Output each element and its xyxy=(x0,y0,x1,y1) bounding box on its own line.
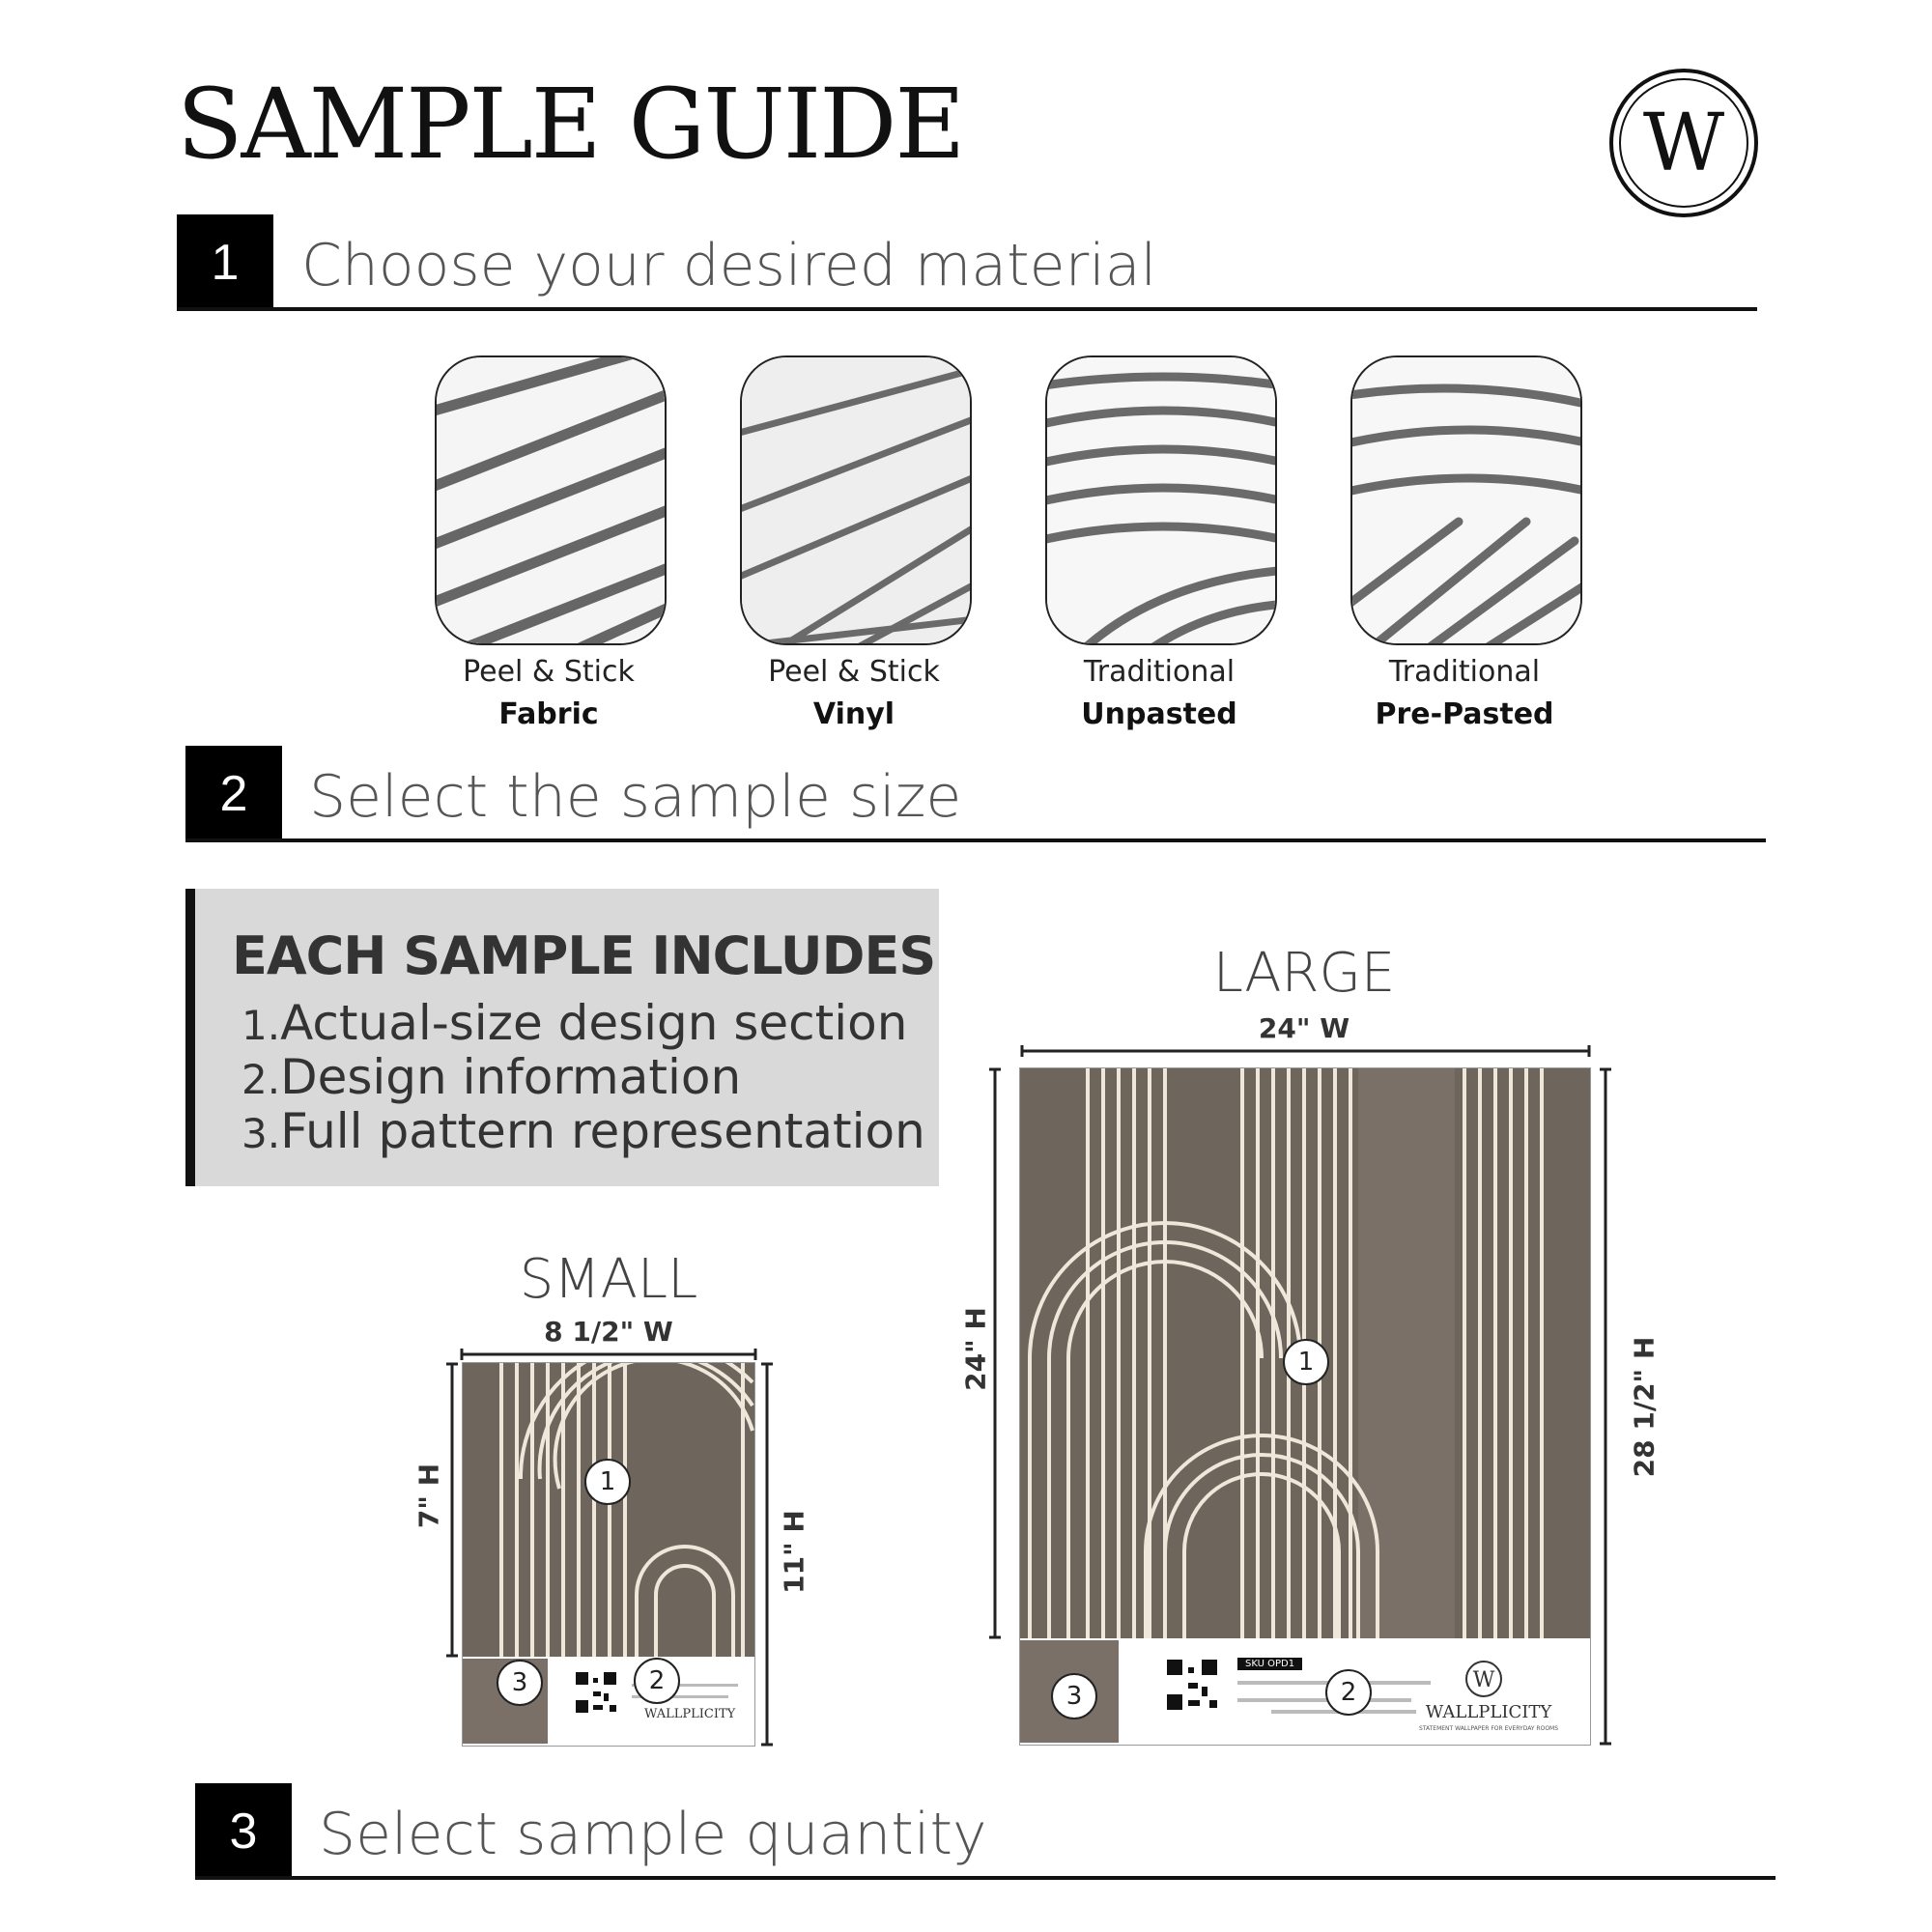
svg-text:W: W xyxy=(1642,98,1725,189)
small-badge-info: 2 xyxy=(634,1658,680,1704)
includes-item-number: 3. xyxy=(242,1110,281,1157)
material-1-name: Fabric xyxy=(498,697,599,731)
large-info-line xyxy=(1237,1698,1411,1702)
large-brand-logo xyxy=(1464,1660,1503,1698)
large-total-height-label: 28 1/2" H xyxy=(1628,1336,1661,1478)
large-design-height-label: 24" H xyxy=(959,1307,992,1391)
page-title: SAMPLE GUIDE xyxy=(177,68,964,181)
swatch-prepasted[interactable] xyxy=(1350,355,1582,645)
small-brand-name: WALLPLICITY xyxy=(644,1707,736,1721)
material-3-type: Traditional xyxy=(1083,655,1236,689)
step-1-title: Choose your desired material xyxy=(301,232,1157,299)
large-badge-design: 1 xyxy=(1283,1339,1329,1385)
step-3-title: Select sample quantity xyxy=(319,1801,987,1868)
large-sku-tag: SKU OPD1 xyxy=(1237,1658,1302,1670)
small-badge-pattern: 3 xyxy=(497,1660,543,1706)
small-design-height-dimension xyxy=(442,1362,462,1658)
material-1-type: Peel & Stick xyxy=(463,655,635,689)
includes-item-text: Full pattern representation xyxy=(280,1103,925,1159)
small-total-height-dimension xyxy=(757,1362,777,1747)
large-size-label: LARGE xyxy=(1212,942,1396,1005)
material-3-name: Unpasted xyxy=(1081,697,1237,731)
includes-item-2 xyxy=(242,1049,741,1105)
material-2-name: Vinyl xyxy=(812,697,895,731)
small-sample-pattern xyxy=(463,1363,754,1657)
large-total-height-dimension xyxy=(1596,1067,1615,1746)
large-brand-name: WALLPLICITY xyxy=(1425,1702,1552,1722)
step-3-rule xyxy=(195,1876,1776,1880)
includes-title: EACH SAMPLE INCLUDES xyxy=(232,925,936,986)
step-2-title: Select the sample size xyxy=(309,763,962,831)
material-4-name: Pre-Pasted xyxy=(1375,697,1554,731)
swatch-fabric[interactable] xyxy=(435,355,667,645)
step-1-rule xyxy=(177,307,1757,311)
swatch-vinyl[interactable] xyxy=(740,355,972,645)
large-badge-info: 2 xyxy=(1325,1669,1372,1716)
svg-text:W: W xyxy=(1472,1668,1495,1692)
includes-item-1 xyxy=(242,995,907,1051)
large-badge-pattern: 3 xyxy=(1051,1673,1097,1719)
brand-logo xyxy=(1608,68,1759,218)
step-3-number: 3 xyxy=(195,1783,292,1880)
material-2-type: Peel & Stick xyxy=(768,655,940,689)
includes-item-text: Actual-size design section xyxy=(280,995,908,1051)
step-1-number: 1 xyxy=(177,214,273,311)
material-4-type: Traditional xyxy=(1388,655,1541,689)
step-2-rule xyxy=(185,838,1766,842)
small-design-height-label: 7" H xyxy=(412,1463,445,1529)
step-2-number: 2 xyxy=(185,746,282,842)
swatch-unpasted[interactable] xyxy=(1045,355,1277,645)
small-badge-design: 1 xyxy=(584,1459,631,1505)
large-qr-code xyxy=(1165,1658,1219,1712)
includes-item-3 xyxy=(242,1103,925,1159)
large-sample xyxy=(1019,1067,1591,1746)
small-size-label: SMALL xyxy=(519,1248,698,1311)
small-width-label: 8 1/2" W xyxy=(544,1316,673,1348)
large-width-label: 24" W xyxy=(1258,1012,1350,1044)
includes-item-number: 1. xyxy=(242,1002,281,1049)
includes-item-number: 2. xyxy=(242,1056,281,1103)
includes-item-text: Design information xyxy=(280,1049,742,1105)
small-total-height-label: 11" H xyxy=(778,1510,810,1594)
large-brand-tagline: STATEMENT WALLPAPER FOR EVERYDAY ROOMS xyxy=(1418,1725,1559,1732)
small-qr-code xyxy=(574,1670,618,1715)
